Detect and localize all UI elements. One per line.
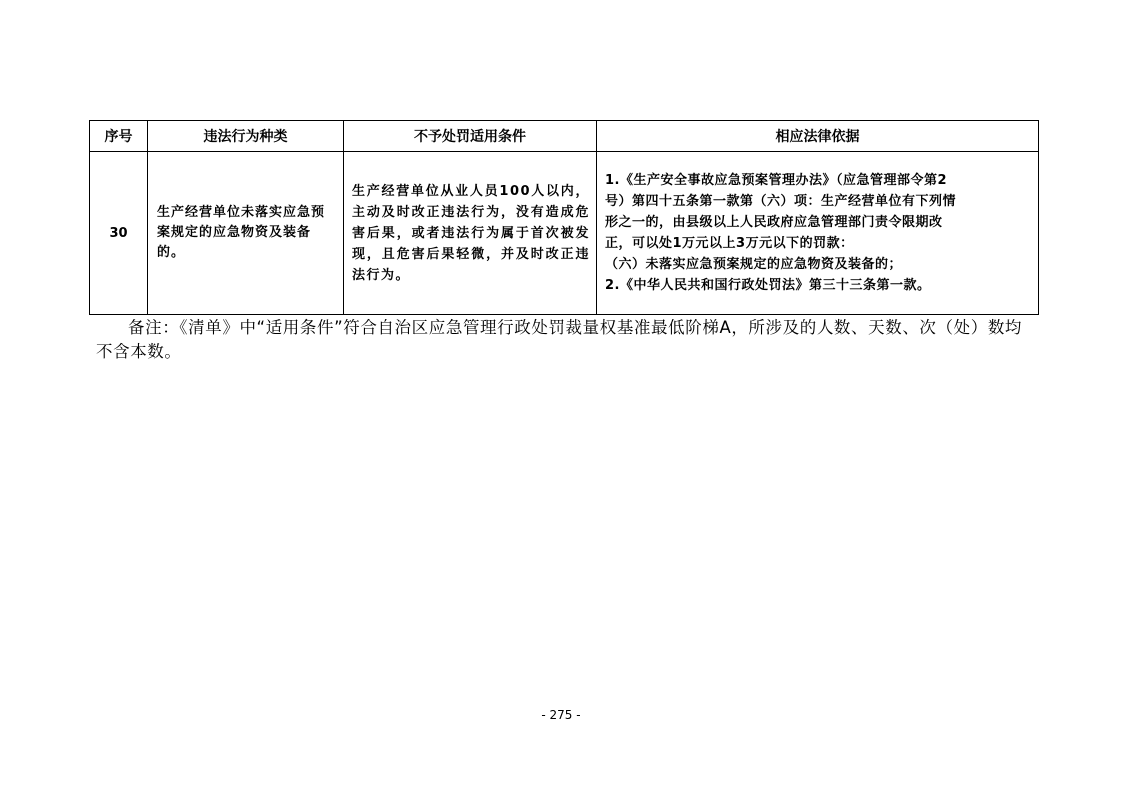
page-number: - 275 -	[541, 708, 581, 722]
header-violation-type: 违法行为种类	[148, 121, 344, 152]
legal-basis-line: 正，可以处1万元以上3万元以下的罚款：	[605, 236, 854, 251]
table-header-row	[90, 121, 1039, 152]
cell-legal-basis	[597, 152, 1039, 315]
cell-seq: 30	[90, 152, 148, 315]
cell-condition: 生产经营单位从业人员100人以内，主动及时改正违法行为，没有造成危害后果，或者违法行为属于首次被发现，且危害后果轻微，并及时改正违法行为。	[344, 152, 597, 315]
cell-violation-type: 生产经营单位未落实应急预案规定的应急物资及装备的。	[148, 152, 344, 315]
header-legal-basis: 相应法律依据	[597, 121, 1039, 152]
legal-basis-line: 形之一的，由县级以上人民政府应急管理部门责令限期改	[605, 215, 943, 230]
header-seq: 序号	[90, 121, 148, 152]
legal-basis-line: 号）第四十五条第一款第（六）项：生产经营单位有下列情	[605, 194, 957, 209]
penalty-exemption-table	[89, 120, 1039, 315]
legal-basis-line: （六）未落实应急预案规定的应急物资及装备的；	[605, 257, 903, 272]
table-row	[90, 152, 1039, 315]
footnote-remark: 备注：《清单》中“适用条件”符合自治区应急管理行政处罚裁量权基准最低阶梯A，所涉及的人数、天数、次（处）数均不含本数。	[96, 318, 1023, 361]
legal-basis-line: 2.《中华人民共和国行政处罚法》第三十三条第一款。	[605, 278, 931, 293]
legal-basis-line: 1.《生产安全事故应急预案管理办法》（应急管理部令第2	[605, 173, 948, 188]
header-condition: 不予处罚适用条件	[344, 121, 597, 152]
